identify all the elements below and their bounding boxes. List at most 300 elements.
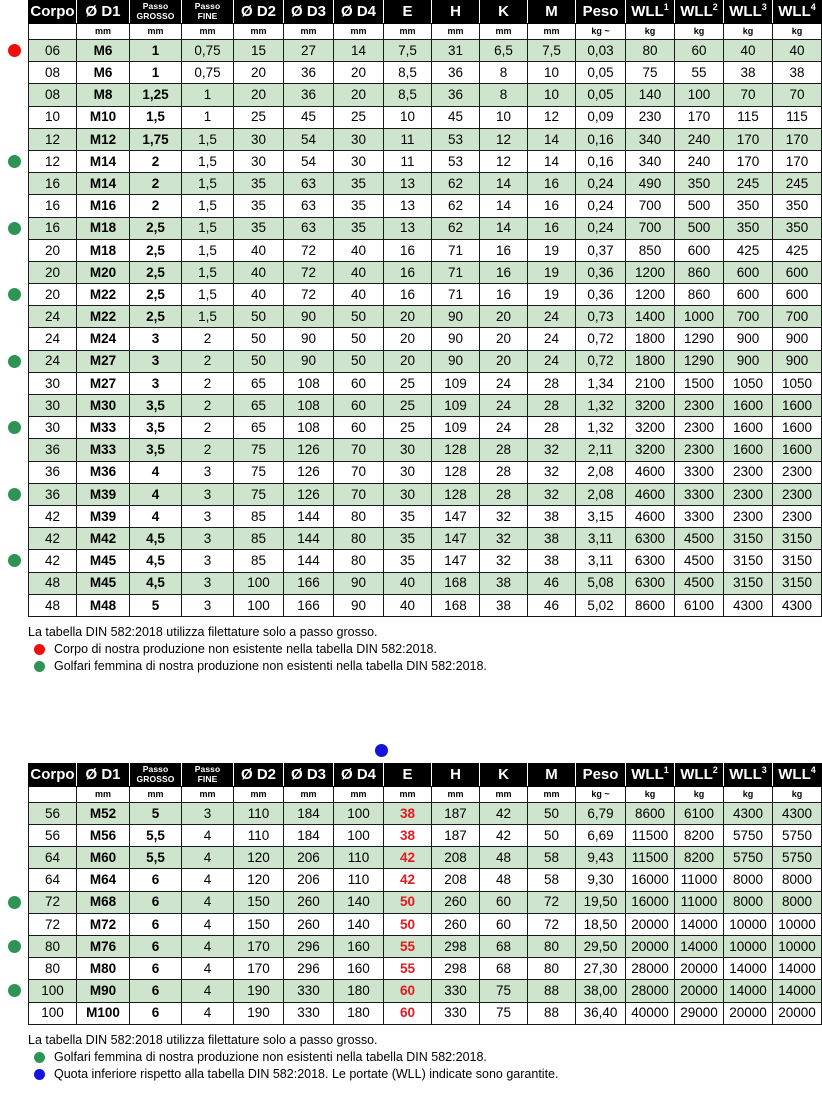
cell-wll1: 4600 xyxy=(626,483,675,505)
table-row xyxy=(29,173,822,195)
cell-wll2: 2300 xyxy=(675,417,724,439)
cell-wll3: 600 xyxy=(724,261,773,283)
cell-passo_fine: 4 xyxy=(182,958,234,980)
cell-m: 72 xyxy=(528,913,576,935)
cell-d1: M27 xyxy=(77,350,130,372)
green-dot-marker xyxy=(8,940,21,953)
col-header-wll4-superscript: 4 xyxy=(810,765,816,775)
cell-d2: 20 xyxy=(234,62,284,84)
cell-peso: 6,69 xyxy=(576,825,626,847)
cell-d4: 70 xyxy=(334,461,384,483)
cell-h: 62 xyxy=(432,217,480,239)
cell-h: 71 xyxy=(432,239,480,261)
col-header-wll1: WLL$^1$ xyxy=(626,1,675,24)
cell-wll1: 700 xyxy=(626,217,675,239)
cell-h: 168 xyxy=(432,572,480,594)
cell-d4: 70 xyxy=(334,439,384,461)
table-2-notes xyxy=(28,1032,779,1083)
cell-wll2: 100 xyxy=(675,84,724,106)
cell-wll3: 38 xyxy=(724,62,773,84)
cell-wll2: 500 xyxy=(675,217,724,239)
cell-h: 109 xyxy=(432,417,480,439)
cell-wll3: 8000 xyxy=(724,869,773,891)
cell-k: 60 xyxy=(480,891,528,913)
col-header-k: K xyxy=(480,1,528,24)
cell-d4: 50 xyxy=(334,328,384,350)
col-unit-d2: mm xyxy=(234,786,284,802)
col-header-passo_grosso-line2: GROSSO xyxy=(136,773,175,784)
cell-h: 208 xyxy=(432,869,480,891)
cell-h: 109 xyxy=(432,372,480,394)
col-unit-wll1: kg xyxy=(626,786,675,802)
cell-wll1: 28000 xyxy=(626,980,675,1002)
cell-k: 68 xyxy=(480,936,528,958)
cell-h: 208 xyxy=(432,847,480,869)
cell-wll4: 14000 xyxy=(773,958,822,980)
cell-e: 42 xyxy=(384,869,432,891)
cell-passo_grosso: 1,5 xyxy=(130,106,182,128)
blue-legend-dot xyxy=(34,1069,45,1080)
cell-passo_fine: 3 xyxy=(182,461,234,483)
cell-wll2: 8200 xyxy=(675,847,724,869)
table-row xyxy=(29,261,822,283)
cell-d3: 296 xyxy=(284,936,334,958)
cell-wll2: 60 xyxy=(675,40,724,62)
cell-e: 50 xyxy=(384,913,432,935)
green-legend-dot xyxy=(34,1052,45,1063)
green-dot-marker xyxy=(8,155,21,168)
cell-h: 330 xyxy=(432,1002,480,1024)
cell-wll1: 20000 xyxy=(626,913,675,935)
cell-e: 40 xyxy=(384,594,432,616)
table-2-header-row xyxy=(29,763,822,786)
col-unit-wll2: kg xyxy=(675,786,724,802)
cell-d4: 110 xyxy=(334,869,384,891)
cell-h: 36 xyxy=(432,62,480,84)
col-header-m: M xyxy=(528,763,576,786)
cell-d1: M39 xyxy=(77,483,130,505)
cell-passo_fine: 4 xyxy=(182,825,234,847)
cell-k: 16 xyxy=(480,284,528,306)
cell-m: 24 xyxy=(528,306,576,328)
cell-wll3: 600 xyxy=(724,284,773,306)
cell-passo_fine: 4 xyxy=(182,869,234,891)
cell-k: 24 xyxy=(480,395,528,417)
cell-wll3: 2300 xyxy=(724,483,773,505)
cell-d3: 144 xyxy=(284,505,334,527)
cell-d4: 80 xyxy=(334,550,384,572)
cell-corpo: 12 xyxy=(29,128,77,150)
cell-wll1: 230 xyxy=(626,106,675,128)
green-dot-marker xyxy=(8,222,21,235)
cell-wll2: 2300 xyxy=(675,439,724,461)
col-header-wll2-superscript: 2 xyxy=(712,2,718,13)
cell-passo_grosso: 5 xyxy=(130,594,182,616)
cell-d3: 330 xyxy=(284,980,334,1002)
cell-wll3: 1050 xyxy=(724,372,773,394)
cell-passo_grosso: 2,5 xyxy=(130,239,182,261)
col-header-h: H xyxy=(432,763,480,786)
cell-passo_grosso: 3 xyxy=(130,350,182,372)
cell-wll1: 11500 xyxy=(626,847,675,869)
cell-passo_fine: 2 xyxy=(182,417,234,439)
cell-wll4: 600 xyxy=(773,284,822,306)
cell-h: 330 xyxy=(432,980,480,1002)
cell-peso: 0,73 xyxy=(576,306,626,328)
table-row xyxy=(29,372,822,394)
cell-passo_fine: 1,5 xyxy=(182,306,234,328)
cell-wll4: 115 xyxy=(773,106,822,128)
cell-k: 28 xyxy=(480,439,528,461)
cell-corpo: 06 xyxy=(29,40,77,62)
cell-e: 8,5 xyxy=(384,62,432,84)
col-unit-wll4: kg xyxy=(773,786,822,802)
col-unit-wll4: kg xyxy=(773,24,822,40)
cell-wll4: 38 xyxy=(773,62,822,84)
cell-e: 11 xyxy=(384,150,432,172)
cell-d1: M60 xyxy=(77,847,130,869)
cell-d3: 166 xyxy=(284,594,334,616)
cell-wll4: 40 xyxy=(773,40,822,62)
cell-d2: 85 xyxy=(234,505,284,527)
cell-d1: M42 xyxy=(77,528,130,550)
cell-h: 90 xyxy=(432,328,480,350)
table-row xyxy=(29,150,822,172)
cell-k: 14 xyxy=(480,173,528,195)
cell-passo_grosso: 3,5 xyxy=(130,395,182,417)
cell-corpo: 10 xyxy=(29,106,77,128)
cell-m: 58 xyxy=(528,869,576,891)
cell-d4: 60 xyxy=(334,395,384,417)
cell-wll4: 3150 xyxy=(773,550,822,572)
green-dot-marker xyxy=(8,488,21,501)
cell-d2: 35 xyxy=(234,173,284,195)
cell-passo_grosso: 3 xyxy=(130,372,182,394)
col-unit-d2: mm xyxy=(234,24,284,40)
cell-wll2: 240 xyxy=(675,128,724,150)
cell-corpo: 24 xyxy=(29,350,77,372)
cell-wll3: 170 xyxy=(724,150,773,172)
cell-peso: 0,36 xyxy=(576,284,626,306)
cell-d1: M22 xyxy=(77,284,130,306)
cell-k: 24 xyxy=(480,372,528,394)
cell-d4: 70 xyxy=(334,483,384,505)
cell-passo_fine: 3 xyxy=(182,802,234,824)
cell-d4: 30 xyxy=(334,128,384,150)
cell-passo_grosso: 6 xyxy=(130,869,182,891)
col-unit-m: mm xyxy=(528,24,576,40)
cell-d1: M68 xyxy=(77,891,130,913)
col-header-passo_fine-line1: Passo xyxy=(194,1,221,12)
cell-corpo: 56 xyxy=(29,825,77,847)
cell-d3: 144 xyxy=(284,528,334,550)
cell-wll4: 5750 xyxy=(773,847,822,869)
cell-d1: M48 xyxy=(77,594,130,616)
col-unit-d3: mm xyxy=(284,24,334,40)
cell-passo_fine: 0,75 xyxy=(182,40,234,62)
cell-passo_fine: 4 xyxy=(182,1002,234,1024)
cell-passo_fine: 3 xyxy=(182,528,234,550)
cell-d2: 40 xyxy=(234,284,284,306)
col-header-d4: Ø D4 xyxy=(334,763,384,786)
cell-d4: 180 xyxy=(334,1002,384,1024)
table-row xyxy=(29,550,822,572)
cell-k: 42 xyxy=(480,825,528,847)
cell-e: 42 xyxy=(384,847,432,869)
cell-wll1: 6300 xyxy=(626,572,675,594)
cell-e: 13 xyxy=(384,173,432,195)
col-header-passo_grosso-line1: Passo xyxy=(142,1,169,12)
green-legend-dot xyxy=(34,661,45,672)
col-unit-passo_fine: mm xyxy=(182,24,234,40)
col-header-wll3-superscript: 3 xyxy=(761,2,767,13)
cell-d4: 160 xyxy=(334,936,384,958)
footnote-line xyxy=(28,658,779,675)
cell-d1: M20 xyxy=(77,261,130,283)
cell-corpo: 20 xyxy=(29,239,77,261)
cell-d3: 36 xyxy=(284,62,334,84)
cell-k: 32 xyxy=(480,505,528,527)
cell-d4: 50 xyxy=(334,306,384,328)
cell-d2: 75 xyxy=(234,439,284,461)
cell-d1: M90 xyxy=(77,980,130,1002)
table-1 xyxy=(28,0,822,617)
green-dot-marker xyxy=(8,421,21,434)
cell-wll1: 2100 xyxy=(626,372,675,394)
cell-passo_fine: 2 xyxy=(182,439,234,461)
cell-wll1: 80 xyxy=(626,40,675,62)
cell-d4: 160 xyxy=(334,958,384,980)
cell-corpo: 42 xyxy=(29,505,77,527)
cell-corpo: 36 xyxy=(29,439,77,461)
cell-m: 14 xyxy=(528,128,576,150)
col-header-corpo: Corpo xyxy=(29,763,77,786)
footnote-line xyxy=(28,624,779,641)
cell-passo_grosso: 1,75 xyxy=(130,128,182,150)
cell-peso: 0,37 xyxy=(576,239,626,261)
cell-wll4: 245 xyxy=(773,173,822,195)
cell-wll3: 900 xyxy=(724,328,773,350)
cell-peso: 38,00 xyxy=(576,980,626,1002)
table-row xyxy=(29,572,822,594)
cell-wll1: 75 xyxy=(626,62,675,84)
cell-corpo: 42 xyxy=(29,550,77,572)
cell-d2: 85 xyxy=(234,528,284,550)
cell-wll1: 1400 xyxy=(626,306,675,328)
cell-wll1: 6300 xyxy=(626,550,675,572)
cell-peso: 0,16 xyxy=(576,128,626,150)
table-row xyxy=(29,106,822,128)
col-header-wll1-superscript: 1 xyxy=(663,2,669,13)
cell-d4: 35 xyxy=(334,195,384,217)
cell-e: 50 xyxy=(384,891,432,913)
cell-k: 16 xyxy=(480,239,528,261)
cell-peso: 2,08 xyxy=(576,461,626,483)
cell-wll4: 4300 xyxy=(773,802,822,824)
cell-wll3: 8000 xyxy=(724,891,773,913)
cell-corpo: 36 xyxy=(29,461,77,483)
cell-corpo: 42 xyxy=(29,528,77,550)
table-1-unit-row xyxy=(29,24,822,40)
cell-d4: 35 xyxy=(334,217,384,239)
table-row xyxy=(29,594,822,616)
cell-wll4: 3150 xyxy=(773,528,822,550)
col-unit-corpo xyxy=(29,786,77,802)
cell-wll3: 350 xyxy=(724,217,773,239)
cell-wll4: 4300 xyxy=(773,594,822,616)
cell-h: 62 xyxy=(432,195,480,217)
cell-passo_fine: 2 xyxy=(182,395,234,417)
cell-e: 55 xyxy=(384,958,432,980)
cell-m: 28 xyxy=(528,417,576,439)
cell-e: 40 xyxy=(384,572,432,594)
cell-d1: M33 xyxy=(77,417,130,439)
footnote-text: Corpo di nostra produzione non esistente nella tabella DIN 582:2018. xyxy=(54,641,437,656)
cell-wll2: 1290 xyxy=(675,350,724,372)
cell-d3: 260 xyxy=(284,891,334,913)
cell-corpo: 64 xyxy=(29,869,77,891)
cell-wll1: 700 xyxy=(626,195,675,217)
cell-wll3: 1600 xyxy=(724,417,773,439)
cell-corpo: 36 xyxy=(29,483,77,505)
cell-wll1: 1200 xyxy=(626,261,675,283)
cell-d2: 35 xyxy=(234,195,284,217)
cell-peso: 2,08 xyxy=(576,483,626,505)
cell-d1: M18 xyxy=(77,217,130,239)
cell-wll2: 6100 xyxy=(675,802,724,824)
cell-e: 35 xyxy=(384,550,432,572)
cell-d1: M76 xyxy=(77,936,130,958)
cell-d2: 150 xyxy=(234,913,284,935)
cell-e: 38 xyxy=(384,825,432,847)
cell-k: 8 xyxy=(480,62,528,84)
cell-d4: 90 xyxy=(334,594,384,616)
cell-h: 168 xyxy=(432,594,480,616)
cell-wll2: 170 xyxy=(675,106,724,128)
cell-d2: 50 xyxy=(234,350,284,372)
col-header-wll1: WLL$^1$ xyxy=(626,763,675,786)
col-header-d2: Ø D2 xyxy=(234,1,284,24)
table-row xyxy=(29,350,822,372)
cell-wll3: 425 xyxy=(724,239,773,261)
cell-wll4: 350 xyxy=(773,195,822,217)
table-row xyxy=(29,395,822,417)
cell-d3: 260 xyxy=(284,913,334,935)
cell-corpo: 20 xyxy=(29,261,77,283)
cell-wll4: 1600 xyxy=(773,417,822,439)
cell-peso: 0,72 xyxy=(576,328,626,350)
col-header-wll2: WLL$^2$ xyxy=(675,763,724,786)
cell-peso: 9,30 xyxy=(576,869,626,891)
cell-wll4: 350 xyxy=(773,217,822,239)
col-header-passo_fine-line2: FINE xyxy=(197,773,218,784)
cell-d3: 27 xyxy=(284,40,334,62)
table-row xyxy=(29,284,822,306)
cell-wll1: 3200 xyxy=(626,417,675,439)
cell-corpo: 16 xyxy=(29,217,77,239)
cell-d3: 144 xyxy=(284,550,334,572)
cell-wll3: 40 xyxy=(724,40,773,62)
cell-k: 12 xyxy=(480,150,528,172)
cell-k: 12 xyxy=(480,128,528,150)
cell-passo_fine: 4 xyxy=(182,980,234,1002)
cell-d1: M10 xyxy=(77,106,130,128)
table-1-header-row xyxy=(29,1,822,24)
cell-corpo: 56 xyxy=(29,802,77,824)
col-header-wll4: WLL$^4$ xyxy=(773,1,822,24)
cell-wll2: 1500 xyxy=(675,372,724,394)
col-unit-m: mm xyxy=(528,786,576,802)
cell-wll2: 11000 xyxy=(675,891,724,913)
cell-passo_grosso: 1 xyxy=(130,62,182,84)
cell-d2: 15 xyxy=(234,40,284,62)
cell-k: 28 xyxy=(480,461,528,483)
cell-wll2: 20000 xyxy=(675,958,724,980)
cell-peso: 0,72 xyxy=(576,350,626,372)
cell-d2: 25 xyxy=(234,106,284,128)
table-row xyxy=(29,239,822,261)
cell-k: 20 xyxy=(480,328,528,350)
cell-e: 60 xyxy=(384,980,432,1002)
cell-e: 25 xyxy=(384,417,432,439)
cell-wll3: 900 xyxy=(724,350,773,372)
cell-passo_fine: 2 xyxy=(182,372,234,394)
cell-corpo: 100 xyxy=(29,1002,77,1024)
cell-wll4: 900 xyxy=(773,350,822,372)
cell-passo_grosso: 1 xyxy=(130,40,182,62)
cell-wll1: 490 xyxy=(626,173,675,195)
cell-m: 28 xyxy=(528,395,576,417)
cell-d4: 60 xyxy=(334,372,384,394)
table-row xyxy=(29,913,822,935)
col-header-d1: Ø D1 xyxy=(77,763,130,786)
cell-wll3: 3150 xyxy=(724,572,773,594)
col-header-k: K xyxy=(480,763,528,786)
cell-peso: 1,32 xyxy=(576,395,626,417)
cell-passo_fine: 1 xyxy=(182,84,234,106)
col-unit-passo_grosso: mm xyxy=(130,786,182,802)
cell-d2: 30 xyxy=(234,150,284,172)
cell-passo_fine: 1,5 xyxy=(182,173,234,195)
cell-passo_fine: 1,5 xyxy=(182,284,234,306)
table-row xyxy=(29,306,822,328)
cell-d3: 296 xyxy=(284,958,334,980)
cell-h: 260 xyxy=(432,891,480,913)
table-row xyxy=(29,62,822,84)
cell-wll3: 14000 xyxy=(724,958,773,980)
cell-wll4: 2300 xyxy=(773,483,822,505)
cell-h: 260 xyxy=(432,913,480,935)
cell-wll4: 700 xyxy=(773,306,822,328)
col-header-wll2-superscript: 2 xyxy=(712,765,718,775)
table-row xyxy=(29,825,822,847)
cell-corpo: 80 xyxy=(29,958,77,980)
cell-peso: 0,24 xyxy=(576,217,626,239)
cell-m: 88 xyxy=(528,980,576,1002)
cell-wll4: 1050 xyxy=(773,372,822,394)
cell-h: 128 xyxy=(432,461,480,483)
cell-corpo: 24 xyxy=(29,328,77,350)
cell-h: 45 xyxy=(432,106,480,128)
cell-wll2: 14000 xyxy=(675,936,724,958)
cell-passo_grosso: 6 xyxy=(130,958,182,980)
cell-passo_grosso: 5,5 xyxy=(130,825,182,847)
cell-wll3: 10000 xyxy=(724,936,773,958)
cell-peso: 0,24 xyxy=(576,195,626,217)
cell-wll2: 240 xyxy=(675,150,724,172)
cell-d3: 206 xyxy=(284,869,334,891)
table-row xyxy=(29,217,822,239)
